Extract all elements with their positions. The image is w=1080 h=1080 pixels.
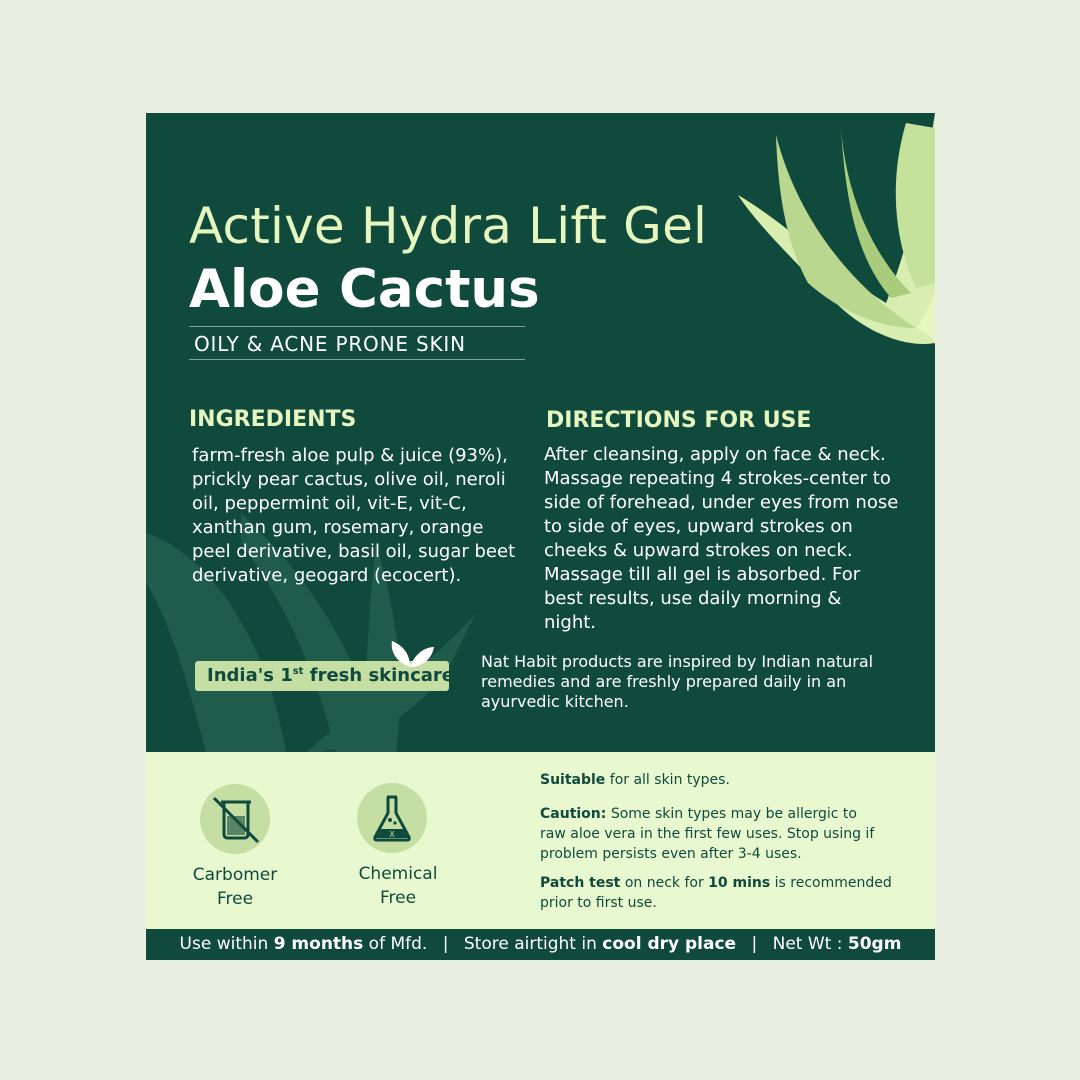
store-bold: cool dry place xyxy=(602,934,737,954)
feature-line2: Free xyxy=(216,889,254,909)
net-bold: 50gm xyxy=(847,934,902,954)
suitable-bold: Suitable xyxy=(540,772,606,788)
store-note xyxy=(464,934,736,954)
suitable-rest: for all skin types. xyxy=(605,772,730,788)
use-within-bold: 9 months xyxy=(273,934,364,954)
feature-line2: Free xyxy=(379,888,417,908)
footer-separator: | xyxy=(442,934,449,954)
patch-mid: on neck for xyxy=(620,875,709,891)
footer-bar xyxy=(146,929,935,960)
brand-note: Nat Habit products are inspired by Indian natural remedies and are freshly prepared daily in an ayurvedic kitchen. xyxy=(481,652,874,711)
suitable-note xyxy=(540,770,920,790)
flask-chemical-icon xyxy=(357,783,427,853)
chemical-free-label xyxy=(338,862,458,910)
feature-line1: Chemical xyxy=(358,864,438,884)
patch-rest: is recommended prior to first use. xyxy=(540,875,892,911)
caution-note xyxy=(540,804,885,864)
badge-prefix: India's 1 xyxy=(207,665,293,686)
use-within-pre: Use within xyxy=(179,934,274,954)
feature-line1: Carbomer xyxy=(192,865,278,885)
patch-bold: Patch test xyxy=(540,875,621,891)
leaf-icon xyxy=(384,639,436,669)
net-weight xyxy=(773,934,902,954)
product-variant: Aloe Cactus xyxy=(189,259,540,320)
skin-type: OILY & ACNE PRONE SKIN xyxy=(189,326,525,360)
svg-text:X: X xyxy=(389,830,395,839)
use-within-post: of Mfd. xyxy=(363,934,428,954)
directions-heading: DIRECTIONS FOR USE xyxy=(546,408,812,433)
carbomer-free-label xyxy=(175,863,295,911)
footer-separator: | xyxy=(751,934,758,954)
caution-rest: Some skin types may be allergic to raw aloe vera in the first few uses. Stop using if problem persists even after 3-4 uses. xyxy=(540,806,875,862)
patch-test-note xyxy=(540,873,920,913)
badge-superscript: st xyxy=(292,666,304,677)
use-within xyxy=(180,934,428,954)
patch-bold2: 10 mins xyxy=(708,875,771,891)
net-pre: Net Wt : xyxy=(772,934,848,954)
directions-text: After cleansing, apply on face & neck. Massage repeating 4 strokes-center to side of forehead, under eyes from nose to side of eyes, upward strokes on cheeks & upward strokes on neck. Massage till all gel is absorbed. For best results, use daily morning & night. xyxy=(544,444,899,633)
badge-suffix: fresh skincare xyxy=(303,665,455,686)
store-pre: Store airtight in xyxy=(463,934,603,954)
info-panel xyxy=(146,752,935,929)
product-name: Active Hydra Lift Gel xyxy=(189,197,708,255)
caution-bold: Caution: xyxy=(540,806,607,822)
ingredients-text: farm-fresh aloe pulp & juice (93%), prickly pear cactus, olive oil, neroli oil, peppermint oil, vit-E, vit-C, xanthan gum, rosemary, orange peel derivative, basil oil, sugar beet derivative, geogard (ecocert). xyxy=(192,445,516,586)
ingredients-heading: INGREDIENTS xyxy=(189,407,357,432)
beaker-crossed-icon xyxy=(200,784,270,854)
